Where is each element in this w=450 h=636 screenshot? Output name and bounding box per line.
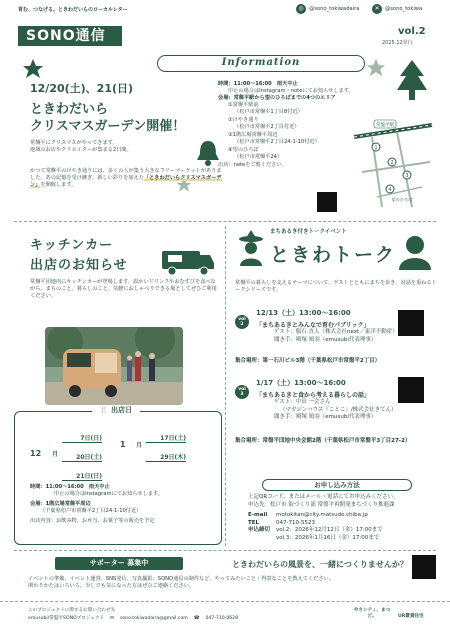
event-vol2-venue: 集合場所：第一石川ビル3階（千葉県松戸市常盤平2丁目） (235, 358, 381, 364)
star-icon-right (366, 58, 386, 78)
svg-text:2: 2 (390, 160, 394, 166)
star-icon (22, 58, 44, 80)
phone-icon: ☎ (193, 616, 200, 621)
speaker-icon (395, 232, 435, 272)
venue-item: ④望のひろば （松戸市常盤平24） (228, 147, 283, 160)
svg-text:4: 4 (388, 187, 392, 193)
footer-org: emusubi/常盤平SONOプロジェクト (28, 616, 105, 621)
kitchencar-description: 常盤平団地内にキッチンカーが登場します。温かいドリンクやおむすびを食べながら、まちのこと、暮らしのこと、気軽におしゃべりできる場としてぜひご利用ください。 (30, 279, 217, 299)
christmas-title-line2: クリスマスガーデン開催！ (30, 119, 186, 134)
volume-number: vol.2 (398, 26, 426, 37)
information-banner: Information (157, 55, 365, 72)
apply-heading: お申し込み方法 (262, 479, 412, 491)
event-area-map (352, 117, 434, 209)
x-link[interactable] (372, 4, 422, 14)
issue-date: 2025.12発行 (382, 40, 413, 46)
section-divider (14, 221, 436, 222)
footer-email[interactable]: sono.tokiwadaira@gmail.com (119, 616, 188, 621)
speaker-hat-icon (236, 228, 266, 268)
christmas-intro: 常盤平にクリスマスがやってきます。 地域のお店やクリエイターが集まる2日間。 (30, 140, 132, 153)
ur-logo: UR賃貸住宅 (398, 614, 424, 619)
mail-icon: ✉ (110, 616, 114, 621)
christmas-description (30, 168, 225, 189)
kitchencar-details: 時間：11:00〜16:00 雨天中止 中止の場合はInstagramにてお知らせします。 会場：1階広場常盤平周辺 （千葉県松戸市常盤平2丁目24-1-10付近） 出店内容：お飲み物、お弁当、お菓子等の販売を予定 (30, 484, 163, 524)
footer-project-note: このプロジェクトに関するお問い合わせ先 (28, 608, 116, 613)
venue-item: ③1階広場常盤平周辺 （松戸市常盤平2丁目24-1-10付近） (228, 132, 320, 145)
talk-intro: 常盤平の暮らしを支えるテーマについて、ゲストとともにまちを歩き、対話を重ねるトークシリーズです。 (235, 280, 437, 293)
talk-subtitle: まちあるき付きトークイベント (270, 229, 347, 235)
instagram-link[interactable] (296, 4, 359, 14)
christmas-date: 12/20(土)、21(日) (30, 82, 134, 95)
tagline: 育む、つなげる。ときわだいらのローカルレター (18, 7, 128, 13)
kitchencar-title-line2: 出店のお知らせ (30, 258, 128, 273)
schedule-venue-label: 会場：常盤平駅から望のひろばまでの4つのエリア (218, 95, 336, 101)
dates-tab: 🍴 出店日 (92, 405, 140, 417)
brand-title: SONO通信 (18, 26, 122, 46)
event-vol3-venue: 集合場所：常盤平団地中央会館2階（千葉県松戸市常盤平3丁目27-2） (235, 438, 411, 444)
food-truck-icon (160, 245, 216, 277)
map-station-label: 常盤平駅 (376, 123, 394, 128)
event-vol3 (235, 385, 249, 399)
vol3-qr-code[interactable] (398, 377, 424, 403)
venue-item: ②けやき通り （松戸市常盤平2丁目付近） (228, 117, 300, 130)
christmas-schedule (218, 81, 358, 169)
apply-email-link[interactable]: motokitan@city.matsudo.chiba.jp (276, 512, 368, 518)
vol-badge: vol 2 (235, 315, 249, 329)
christmas-desc-highlight: 「ときわだいらクリスマスガーデン」 (30, 175, 222, 188)
schedule-cancel-note: 中止の場合はInstagram・noteにてお知らせします。 (228, 88, 354, 94)
talk-title: ときわトーク (270, 244, 397, 266)
svg-text:1: 1 (374, 145, 378, 151)
svg-text:3: 3 (405, 173, 409, 179)
christmas-desc-pre: かつて常盤平のけやき通りには、多くの人が集う大きなフリーマーケットがありました。あの記憶を受け継ぎ、新しい彩りを加えた (30, 168, 222, 181)
supporter-question: ときわだいらの風景を、一緒につくりませんか？ (232, 560, 408, 569)
kitchencar-photo (45, 327, 183, 405)
christmas-tree-icon (395, 58, 429, 106)
christmas-title-line1: ときわだいら (30, 102, 109, 117)
note-qr-code[interactable] (317, 192, 337, 212)
vol-badge: vol 3 (235, 385, 249, 399)
column-divider (225, 226, 226, 546)
map-bottom-label: 望のひろば (391, 197, 413, 202)
date-group-jan: 1 月 17日(土) 29日(木) (120, 435, 187, 461)
schedule-time: 時間：11:00〜16:00 雨天中止 (218, 81, 298, 87)
schedule-detail-note: 出店：noteをご覧ください。 (218, 162, 287, 168)
event-vol2 (235, 315, 249, 329)
supporter-heading: サポーター 募集中 (55, 557, 183, 570)
vol2-qr-code[interactable] (398, 310, 424, 336)
section-divider-bottom (14, 550, 436, 551)
footer (0, 601, 450, 636)
christmas-desc-post: を開催します。 (40, 182, 77, 188)
fork-knife-icon: 🍴 (99, 406, 109, 414)
supporter-body: イベントの準備、イベント運営、SNS発信、写真撮影、SONO通信の制作など、やってみたいこと・得意なことを教えてください。 関わりかたはいろいろ。少しでも気になった方はぜひご連絡ください。 (28, 576, 334, 589)
event-vol2-details: 12/13（土）13:00〜16:00 「まちあるきとみんなで育むパブリック」 ゲスト：服石 直人（株式会社next／東洋不動産） 聞き手：殿塚 鳩羽（emusubi代表理事） (256, 309, 398, 343)
x-handle: @sono_tokiwa (385, 6, 423, 12)
instagram-icon: ◎ (296, 4, 306, 14)
supporter-qr-code[interactable] (412, 555, 436, 579)
date-list (30, 425, 210, 482)
footer-tel[interactable]: 047-710-0628 (205, 616, 239, 621)
instagram-handle: @sono_tokiwadaira (309, 6, 360, 12)
kitchencar-title-line1: キッチンカー (30, 238, 114, 253)
apply-details: 上記QRコード、またはメール・電話にてお申込みください。 申込先：松戸市 街づくり部 常盤平再開発まちづくり推進課 E-mail motokitan@city.matsudo.chiba.jp TEL 047-710-5523 申込締切 vol.2：2026年12月12日（金）17:00まで vol.3：2026年1月16日（金）17:00まで (248, 494, 399, 541)
event-vol3-details: 1/17（土）13:00〜16:00 「まちあるきと食から考える暮らしの話」 ゲスト：中田 一会さん （マガジンハウス『ことこ』/株式会社きてん） 聞き手：殿塚 鳩羽（emusubi代表理事） (256, 379, 397, 420)
footer-contacts (28, 616, 238, 622)
matsudo-logo: やさシティ、まつど。 (353, 608, 391, 620)
venue-item: ①常盤平駅前 （松戸市常盤平1丁目8付近） (228, 102, 303, 115)
x-icon: ✕ (372, 4, 382, 14)
date-group-dec: 12 月 7日(日) 20日(土) 21日(日) (30, 435, 103, 480)
